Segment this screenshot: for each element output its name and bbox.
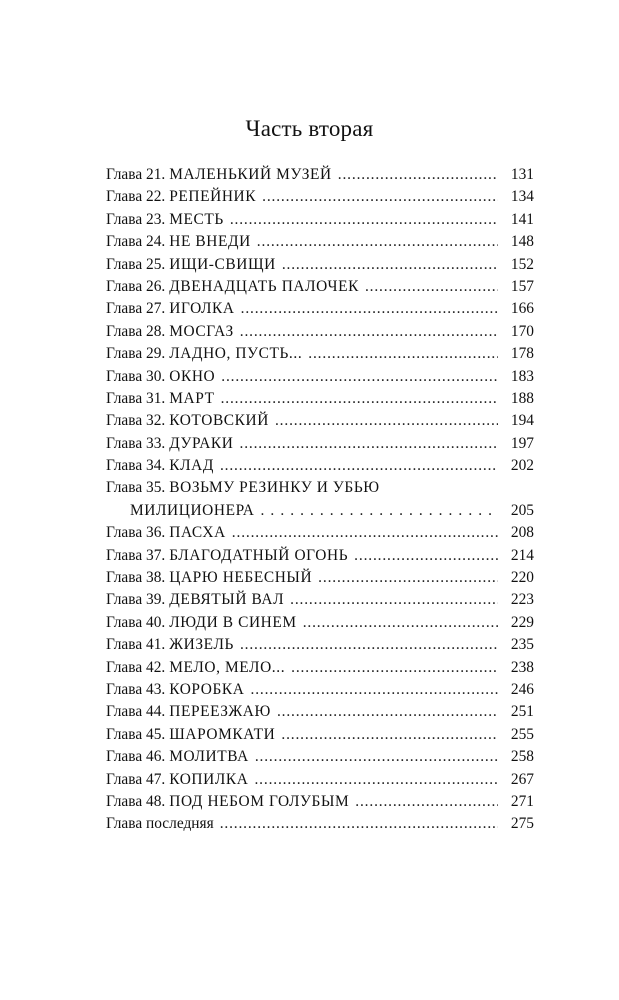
chapter-title: ДВЕНАДЦАТЬ ПАЛОЧЕК	[169, 277, 359, 295]
dot-leader	[254, 769, 498, 791]
dot-leader	[277, 701, 498, 723]
toc-entry[interactable]	[106, 522, 534, 544]
chapter-number: Глава 24.	[106, 233, 166, 251]
chapter-title: МЕЛО, МЕЛО...	[169, 658, 286, 676]
toc-entry[interactable]	[106, 769, 534, 791]
dot-leader	[255, 746, 498, 768]
chapter-title: ВОЗЬМУ РЕЗИНКУ И УБЬЮ	[169, 479, 380, 497]
page-number: 131	[510, 166, 534, 183]
dot-leader	[220, 455, 498, 477]
chapter-title: ДЕВЯТЫЙ ВАЛ	[169, 591, 285, 609]
page-number: 202	[510, 457, 534, 475]
dot-leader	[230, 209, 498, 231]
chapter-number: Глава 33.	[106, 434, 166, 452]
chapter-number: Глава 40.	[106, 613, 166, 631]
chapter-title: МАЛЕНЬКИЙ МУЗЕЙ	[169, 166, 332, 183]
page-number: 170	[510, 322, 534, 340]
toc-entry[interactable]	[106, 746, 534, 768]
chapter-number: Глава последняя	[106, 815, 214, 833]
chapter-number: Глава 27.	[106, 300, 166, 318]
page-number: 271	[510, 792, 534, 810]
chapter-title: ИЩИ-СВИЩИ	[169, 255, 276, 273]
chapter-title: БЛАГОДАТНЫЙ ОГОНЬ	[169, 546, 349, 564]
toc-entry[interactable]	[106, 813, 534, 835]
chapter-title: ДУРАКИ	[169, 434, 234, 452]
toc-entry[interactable]	[106, 366, 534, 388]
toc-entry[interactable]	[106, 634, 534, 656]
page-number: 152	[510, 255, 534, 273]
chapter-number: Глава 25.	[106, 255, 166, 273]
dot-leader	[240, 634, 498, 656]
dot-leader	[221, 366, 498, 388]
dot-leader	[355, 791, 498, 813]
chapter-title: МАРТ	[169, 389, 215, 407]
page-number: 235	[510, 636, 534, 654]
chapter-number: Глава 28.	[106, 322, 166, 340]
page-number: 194	[510, 412, 534, 430]
chapter-title: НЕ ВНЕДИ	[169, 233, 251, 251]
page-number: 134	[510, 188, 534, 206]
chapter-title: ПЕРЕЕЗЖАЮ	[169, 703, 271, 721]
chapter-title: МОСГАЗ	[169, 322, 234, 340]
toc-entry[interactable]	[106, 433, 534, 455]
page-number: 255	[510, 725, 534, 743]
toc-entry[interactable]	[106, 567, 534, 589]
toc-entry[interactable]	[106, 589, 534, 611]
chapter-number: Глава 45.	[106, 725, 166, 743]
page-number: 229	[510, 613, 534, 631]
page-number: 220	[510, 569, 534, 587]
page-number: 267	[510, 770, 534, 788]
chapter-title: ЛАДНО, ПУСТЬ...	[169, 345, 303, 363]
chapter-number: Глава 34.	[106, 457, 166, 475]
chapter-number: Глава 32.	[106, 412, 166, 430]
toc-entry[interactable]	[106, 545, 534, 567]
toc-entry[interactable]	[106, 455, 534, 477]
chapter-number: Глава 29.	[106, 345, 166, 363]
chapter-number: Глава 39.	[106, 591, 166, 609]
chapter-title: МЕСТЬ	[169, 210, 224, 228]
chapter-number: Глава 35.	[106, 479, 166, 497]
page-number: 275	[510, 815, 534, 833]
chapter-number: Глава 31.	[106, 389, 166, 407]
page-number: 251	[510, 703, 534, 721]
page-number: 208	[510, 524, 534, 542]
dot-leader	[232, 522, 498, 544]
toc-entry[interactable]	[106, 612, 534, 634]
dot-leader	[240, 321, 498, 343]
toc-entry[interactable]	[106, 254, 534, 276]
chapter-title: ЛЮДИ В СИНЕМ	[169, 613, 297, 631]
dot-leader	[241, 298, 498, 320]
dot-leader	[354, 545, 498, 567]
dot-leader	[365, 276, 498, 298]
page-number: 246	[510, 680, 534, 698]
page-number: 166	[510, 300, 534, 318]
chapter-number: Глава 23.	[106, 210, 166, 228]
table-of-contents	[106, 164, 534, 836]
dot-leader	[282, 254, 498, 276]
chapter-title: КЛАД	[169, 457, 214, 475]
chapter-number: Глава 46.	[106, 748, 166, 766]
page-number: 178	[510, 345, 534, 363]
chapter-number: Глава 38.	[106, 569, 166, 587]
dot-leader	[275, 410, 498, 432]
chapter-title: ПАСХА	[169, 524, 226, 542]
dot-leader	[251, 679, 498, 701]
toc-entry[interactable]	[106, 679, 534, 701]
page-number: 188	[510, 389, 534, 407]
dot-leader	[281, 724, 498, 746]
chapter-title: МОЛИТВА	[169, 748, 249, 766]
dot-leader	[290, 589, 498, 611]
chapter-number: Глава 22.	[106, 188, 166, 206]
toc-entry[interactable]	[106, 209, 534, 231]
dot-leader	[220, 813, 498, 835]
part-title: Часть вторая	[245, 116, 374, 141]
chapter-title: ШАРОМКАТИ	[169, 725, 276, 743]
chapter-title: ПОД НЕБОМ ГОЛУБЫМ	[169, 792, 350, 810]
chapter-title: КОРОБКА	[169, 680, 245, 698]
page-number: 214	[510, 546, 534, 564]
page-number: 258	[510, 748, 534, 766]
toc-entry[interactable]	[106, 701, 534, 723]
page-number: 141	[510, 210, 534, 228]
dot-leader	[240, 433, 498, 455]
chapter-number: Глава 44.	[106, 703, 166, 721]
toc-entry[interactable]	[106, 791, 534, 813]
dot-leader	[257, 231, 498, 253]
toc-entry[interactable]	[106, 276, 534, 298]
toc-entry[interactable]	[106, 164, 534, 186]
page-number: 148	[510, 233, 534, 251]
chapter-number: Глава 42.	[106, 658, 166, 676]
dot-leader	[261, 500, 498, 522]
dot-leader	[303, 612, 498, 634]
chapter-title: ОКНО	[169, 367, 216, 385]
page-number: 197	[510, 434, 534, 452]
chapter-number: Глава 48.	[106, 792, 166, 810]
chapter-number: Глава 37.	[106, 546, 166, 564]
toc-entry-line1	[106, 477, 534, 499]
dot-leader	[221, 388, 498, 410]
chapter-number: Глава 47.	[106, 770, 166, 788]
toc-entry[interactable]	[106, 186, 534, 208]
toc-entry[interactable]	[106, 343, 534, 365]
dot-leader	[308, 343, 498, 365]
chapter-number: Глава 26.	[106, 277, 166, 295]
dot-leader	[291, 657, 498, 679]
chapter-title: ЦАРЮ НЕБЕСНЫЙ	[169, 569, 313, 587]
chapter-title: КОПИЛКА	[169, 770, 249, 788]
chapter-title: ЖИЗЕЛЬ	[169, 636, 234, 654]
chapter-number: Глава 21.	[106, 166, 166, 183]
toc-entry[interactable]	[106, 388, 534, 410]
page-number: 157	[510, 277, 534, 295]
dot-leader	[338, 164, 498, 186]
toc-entry[interactable]	[106, 298, 534, 320]
dot-leader	[262, 186, 498, 208]
toc-entry[interactable]	[106, 321, 534, 343]
toc-entry[interactable]	[106, 657, 534, 679]
page-number: 238	[510, 658, 534, 676]
page-number: 205	[510, 501, 534, 519]
chapter-number: Глава 36.	[106, 524, 166, 542]
toc-entry-line2	[106, 500, 534, 522]
toc-group-before	[106, 164, 534, 477]
page-number: 183	[510, 367, 534, 385]
toc-entry[interactable]	[106, 410, 534, 432]
chapter-title-continued: МИЛИЦИОНЕРА	[130, 501, 255, 519]
chapter-number: Глава 43.	[106, 680, 166, 698]
chapter-number: Глава 30.	[106, 367, 166, 385]
dot-leader	[318, 567, 498, 589]
toc-group-after	[106, 522, 534, 835]
toc-entry[interactable]	[106, 477, 534, 522]
chapter-title: ИГОЛКА	[169, 300, 235, 318]
page-number: 223	[510, 591, 534, 609]
toc-entry[interactable]	[106, 724, 534, 746]
chapter-title: КОТОВСКИЙ	[169, 412, 269, 430]
chapter-title: РЕПЕЙНИК	[169, 188, 257, 206]
chapter-number: Глава 41.	[106, 636, 166, 654]
toc-entry[interactable]	[106, 231, 534, 253]
